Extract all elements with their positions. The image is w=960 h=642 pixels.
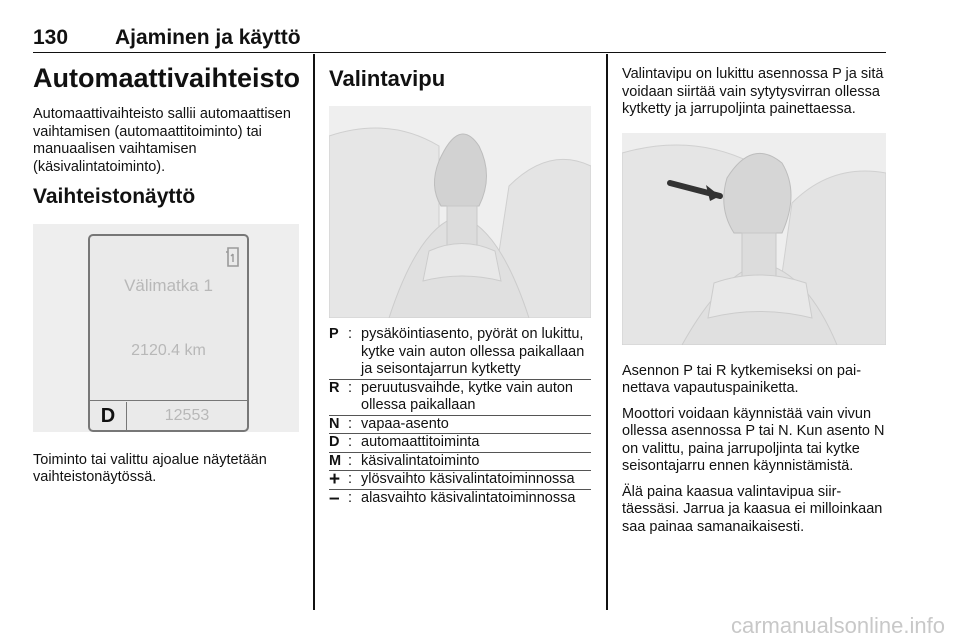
selector-lever-drawing: [329, 106, 591, 318]
lock-paragraph: Valintavipu on lukittu asennossa P ja sitä voidaan siirtää vain sytytysvirran ollessa kytketty ja jarrupoljinta painettaessa.: [622, 66, 884, 117]
gear-key: D: [329, 434, 340, 451]
release-button-drawing: [622, 133, 886, 345]
column-lever-lock: [622, 54, 886, 544]
transmission-display: [88, 234, 249, 432]
gear-key: R: [329, 379, 340, 396]
page-header: [33, 26, 886, 53]
gear-key: M: [329, 452, 342, 469]
chapter-title: Ajaminen ja käyttö: [115, 26, 301, 49]
gear-item-plus: [329, 470, 591, 489]
section-heading: Automaattivaihteisto: [33, 63, 301, 93]
section-heading: Valintavipu: [329, 66, 446, 91]
gear-description: peruutusvaihde, kytke vain auton ollessa paikallaan: [361, 379, 573, 414]
gear-separator: :: [348, 452, 353, 469]
column-automatic-transmission: [33, 54, 299, 495]
selector-lever-illustration: [329, 106, 591, 318]
gear-item-r: [329, 379, 591, 415]
gear-key: N: [329, 415, 340, 432]
page-number: 130: [33, 26, 69, 49]
odometer-value: 12553: [164, 406, 210, 424]
gear-item-n: [329, 415, 591, 434]
distance-label: Välimatka 1: [124, 275, 213, 295]
gear-description: alasvaihto käsivalintatoiminnossa: [361, 489, 576, 506]
transmission-display-figure: [33, 224, 299, 432]
column-selector-lever: [329, 54, 591, 507]
gear-separator: :: [348, 379, 353, 396]
release-button-illustration: [622, 133, 886, 345]
start-paragraph: Moottori voidaan käynnistää vain vivun ollessa asennossa P tai N. Kun asento N on valittu, paina jarrupoljinta tai kytke seisontajarru ennen käynnistämistä.: [622, 405, 885, 474]
gear-item-minus: [329, 489, 591, 508]
gear-description: käsivalintatoiminto: [361, 452, 480, 469]
gear-key: P: [329, 326, 339, 343]
document-icon: [225, 246, 241, 268]
gear-key: +: [329, 469, 341, 491]
gear-description: ylösvaihto käsivalintatoiminnossa: [361, 471, 575, 488]
gear-separator: :: [348, 471, 353, 488]
gear-separator: :: [348, 415, 353, 432]
release-paragraph: Asennon P tai R kytkemiseksi on painettava vapautuspainiketta.: [622, 362, 862, 396]
column-divider: [313, 54, 315, 610]
display-caption: Toiminto tai valittu ajoalue näytetään vaihteistonäytössä.: [33, 451, 267, 486]
warning-paragraph: Älä paina kaasua valintavipua siirtäessäsi. Jarrua ja kaasua ei milloinkaan saa painaa samanaikaisesti.: [622, 483, 883, 535]
gear-separator: :: [348, 326, 353, 343]
gear-key: –: [329, 487, 340, 509]
gear-description: automaattitoiminta: [361, 434, 480, 451]
intro-paragraph: Automaattivaihteisto sallii automaattisen vaihtamisen (automaattitoiminto) tai manuaalisen vaihtamisen (käsivalintatoiminto).: [33, 106, 291, 175]
watermark: carmanualsonline.info: [730, 613, 945, 638]
gear-item-p: [329, 326, 591, 379]
gear-separator: :: [348, 489, 353, 506]
gear-item-d: [329, 433, 591, 452]
trip-value: 2120.4 km: [131, 341, 206, 359]
gear-position-list: [329, 326, 591, 507]
gear-item-m: [329, 452, 591, 471]
gear-description: vapaa-asento: [361, 415, 449, 432]
subsection-heading: Vaihteistonäyttö: [33, 185, 196, 209]
column-divider: [606, 54, 608, 610]
gear-description: pysäköintiasento, pyörät on lukittu, kytke vain auton ollessa paikallaan ja seisontajarrun kytketty: [361, 326, 585, 378]
gear-indicator: D: [90, 402, 127, 430]
gear-separator: :: [348, 434, 353, 451]
